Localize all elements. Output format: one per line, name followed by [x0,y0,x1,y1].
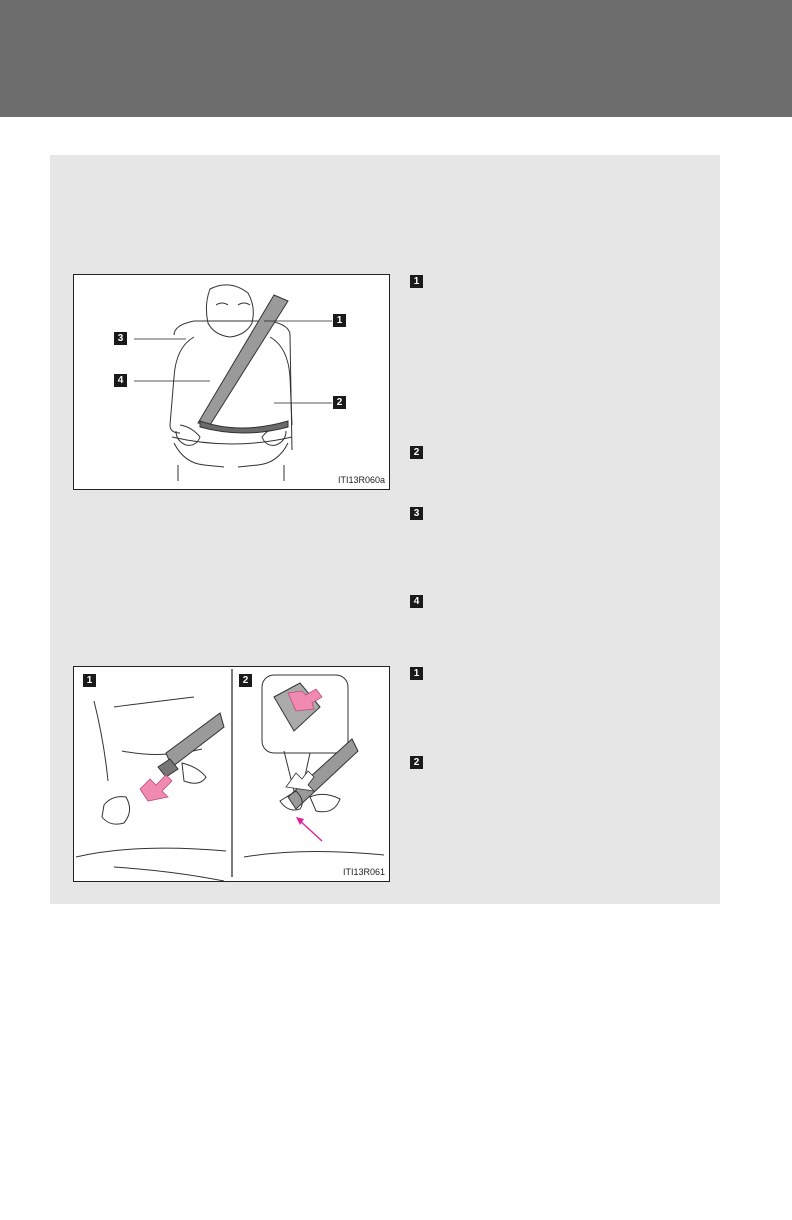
chapter-tab [774,0,792,117]
marker-step-2: 2 [410,756,423,769]
figure-caption: ITI13R060a [337,475,385,485]
marker-item-2: 2 [410,446,423,459]
marker-item-1: 1 [410,275,423,288]
callout-chest: 4 [114,374,127,387]
marker-item-3: 3 [410,507,423,520]
callout-seatback: 3 [114,332,127,345]
marker-step-1: 1 [410,667,423,680]
panel-label-step1: 1 [83,674,96,687]
buckle-figure [73,666,390,882]
callout-lap-belt: 2 [333,396,346,409]
buckle-steps-illustration [74,667,389,881]
panel-label-step2: 2 [239,674,252,687]
callout-shoulder-belt: 1 [333,314,346,327]
header-band [0,0,792,117]
marker-item-4: 4 [410,595,423,608]
seatbelt-figure [73,274,390,490]
figure-caption: ITI13R061 [342,867,385,877]
